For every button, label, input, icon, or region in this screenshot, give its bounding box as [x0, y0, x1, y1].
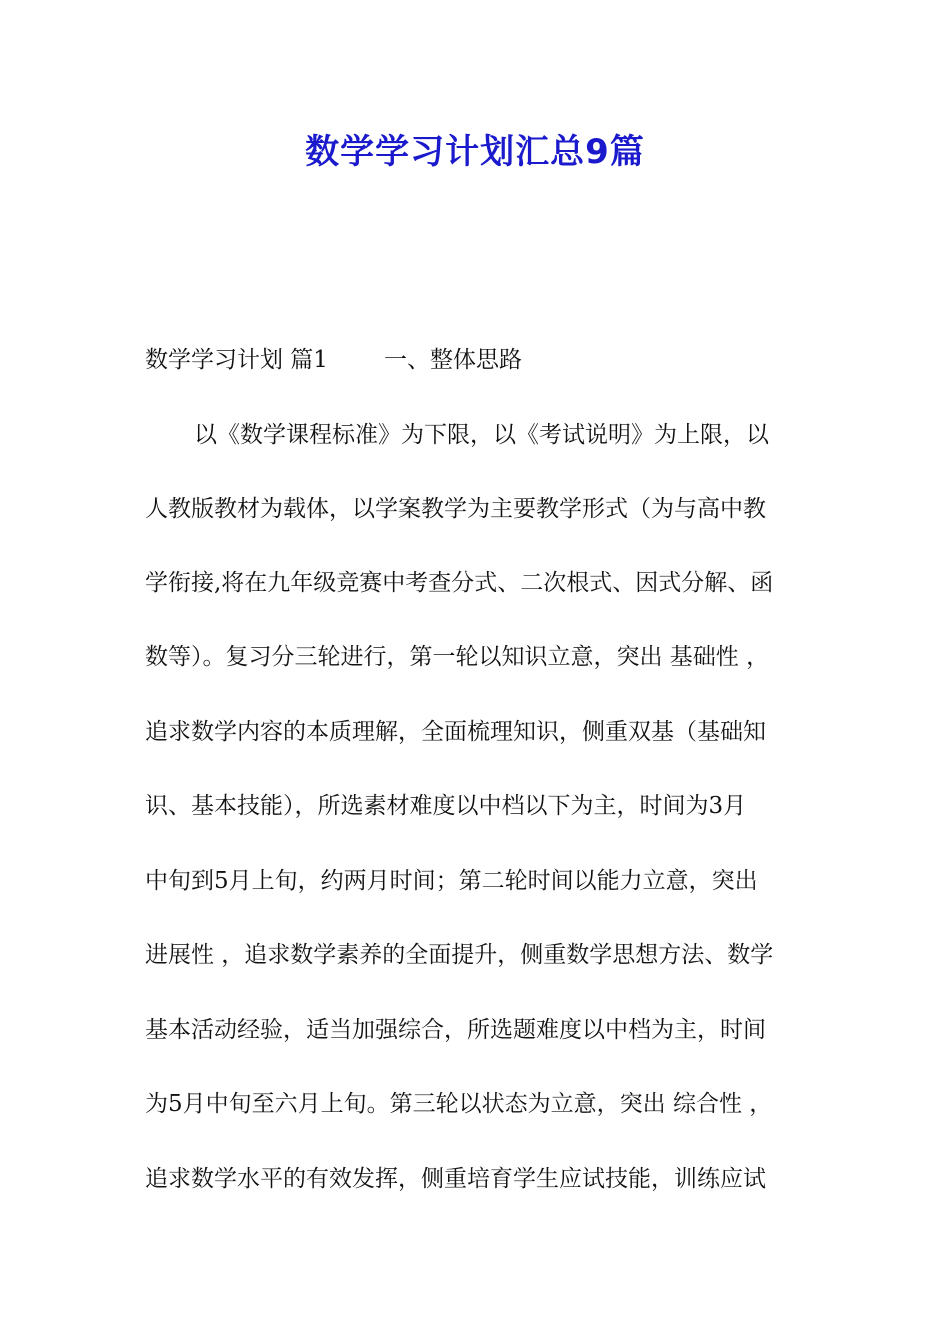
paragraph-line: 学衔接,将在九年级竞赛中考查分式、二次根式、因式分解、函 [145, 570, 774, 596]
paragraph-line: 数等）。复习分三轮进行，第一轮以知识立意，突出 基础性 ， [145, 644, 770, 670]
paragraph-line: 中旬到5月上旬，约两月时间；第二轮时间以能力立意，突出 [145, 868, 758, 894]
paragraph-line: 追求数学内容的本质理解，全面梳理知识，侧重双基（基础知 [145, 719, 766, 745]
paragraph-line: 进展性 ，追求数学素养的全面提升，侧重数学思想方法、数学 [145, 942, 774, 968]
document-title: 数学学习计划汇总9篇 [305, 132, 645, 172]
section-label: 数学学习计划 篇1 [145, 347, 328, 373]
section-heading-line [145, 343, 522, 377]
section-heading: 一、整体思路 [383, 347, 522, 373]
paragraph-line: 以《数学课程标准》为下限，以《考试说明》为上限，以 [194, 422, 769, 448]
paragraph-line: 基本活动经验，适当加强综合，所选题难度以中档为主，时间 [145, 1017, 766, 1043]
paragraph-line: 追求数学水平的有效发挥，侧重培育学生应试技能，训练应试 [145, 1166, 766, 1192]
paragraph-line: 识、基本技能），所选素材难度以中档以下为主，时间为3月 [145, 793, 747, 819]
paragraph-line: 为5月中旬至六月上旬。第三轮以状态为立意，突出 综合性 ， [145, 1091, 773, 1117]
paragraph-line: 人教版教材为载体，以学案教学为主要教学形式（为与高中教 [145, 496, 766, 522]
